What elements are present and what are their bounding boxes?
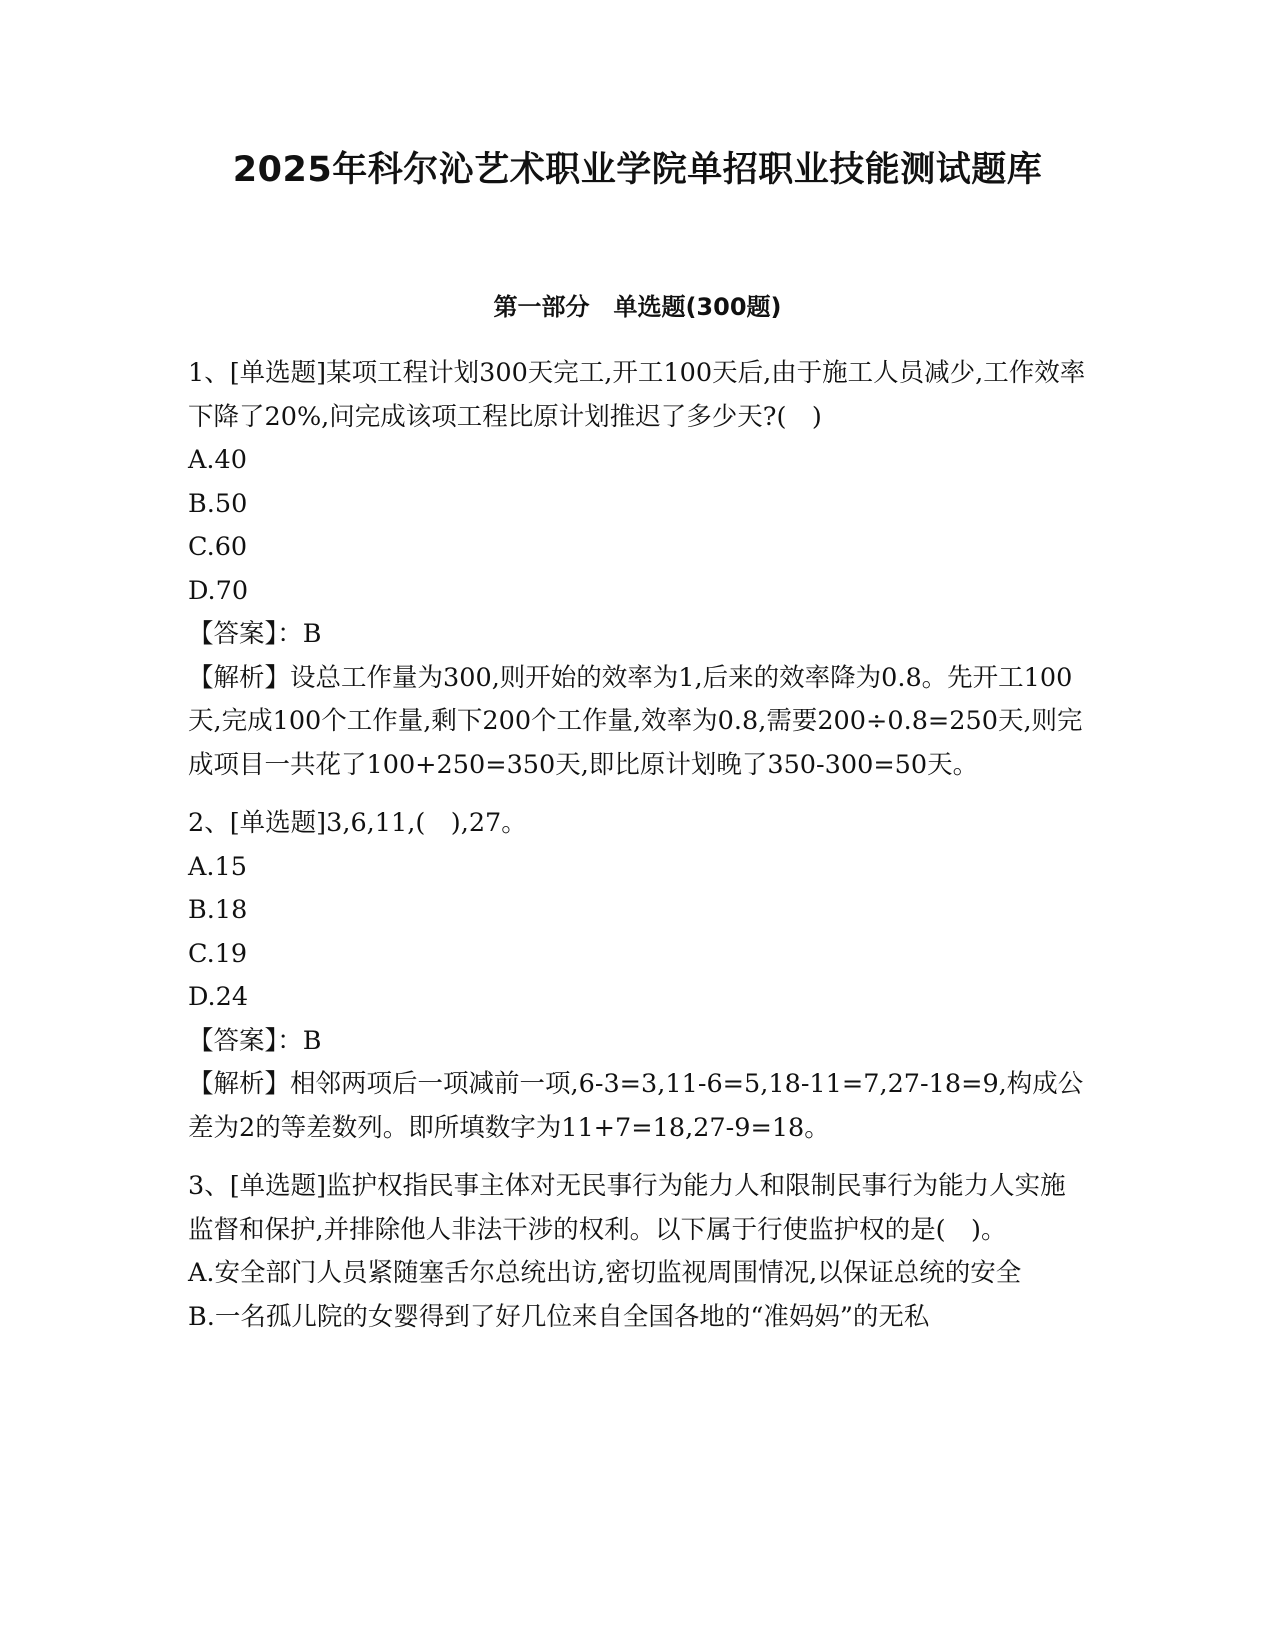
explanation-label: 【解析】 (188, 1069, 291, 1099)
question-stem: 1、[单选题]某项工程计划300天完工,开工100天后,由于施工人员减少,工作效率下降了20%,问完成该项工程比原计划推迟了多少天?( ) (188, 358, 1086, 432)
answer-label: 【答案】 (188, 1025, 278, 1056)
option-b: B.18 (188, 895, 248, 925)
question-1 (188, 352, 1088, 787)
answer-line (188, 613, 1088, 657)
question-stem: 2、[单选题]3,6,11,( ),27。 (188, 808, 527, 838)
answer-line (188, 1020, 1088, 1064)
explanation-label: 【解析】 (188, 662, 291, 693)
question-stem: 3、[单选题]监护权指民事主体对无民事行为能力人和限制民事行为能力人实施监督和保护,并排除他人非法干涉的权利。以下属于行使监护权的是( )。 (188, 1171, 1066, 1245)
answer-value: ：B (277, 1025, 322, 1056)
answer-value: ：B (277, 619, 322, 649)
question-2 (188, 802, 1088, 1150)
option-c: C.19 (188, 938, 248, 969)
option-b: B.一名孤儿院的女婴得到了好几位来自全国各地的“准妈妈”的无私 (188, 1301, 930, 1332)
option-c: C.60 (188, 532, 248, 562)
option-a: A.40 (188, 445, 247, 475)
answer-label: 【答案】 (188, 619, 278, 649)
option-b: B.50 (188, 488, 248, 519)
explanation (188, 657, 1088, 788)
explanation (188, 1063, 1088, 1150)
option-d: D.24 (188, 982, 249, 1012)
option-a: A.15 (188, 851, 247, 882)
question-3 (188, 1165, 1088, 1339)
explanation-text: 相邻两项后一项减前一项,6-3=3,11-6=5,18-11=7,27-18=9,构成公差为2的等差数列。即所填数字为11+7=18,27-9=18。 (188, 1069, 1084, 1143)
option-d: D.70 (188, 575, 249, 606)
option-a: A.安全部门人员紧随塞舌尔总统出访,密切监视周围情况,以保证总统的安全 (188, 1258, 1022, 1288)
explanation-text: 设总工作量为300,则开始的效率为1,后来的效率降为0.8。先开工100天,完成100个工作量,剩下200个工作量,效率为0.8,需要200÷0.8=250天,则完成项目一共花了100+250=350天,即比原计划晚了350-300=50天。 (188, 662, 1083, 780)
section-title: 第一部分 单选题(300题) (493, 293, 782, 321)
question-list (188, 352, 1088, 1354)
document-title: 2025年科尔沁艺术职业学院单招职业技能测试题库 (232, 150, 1043, 190)
